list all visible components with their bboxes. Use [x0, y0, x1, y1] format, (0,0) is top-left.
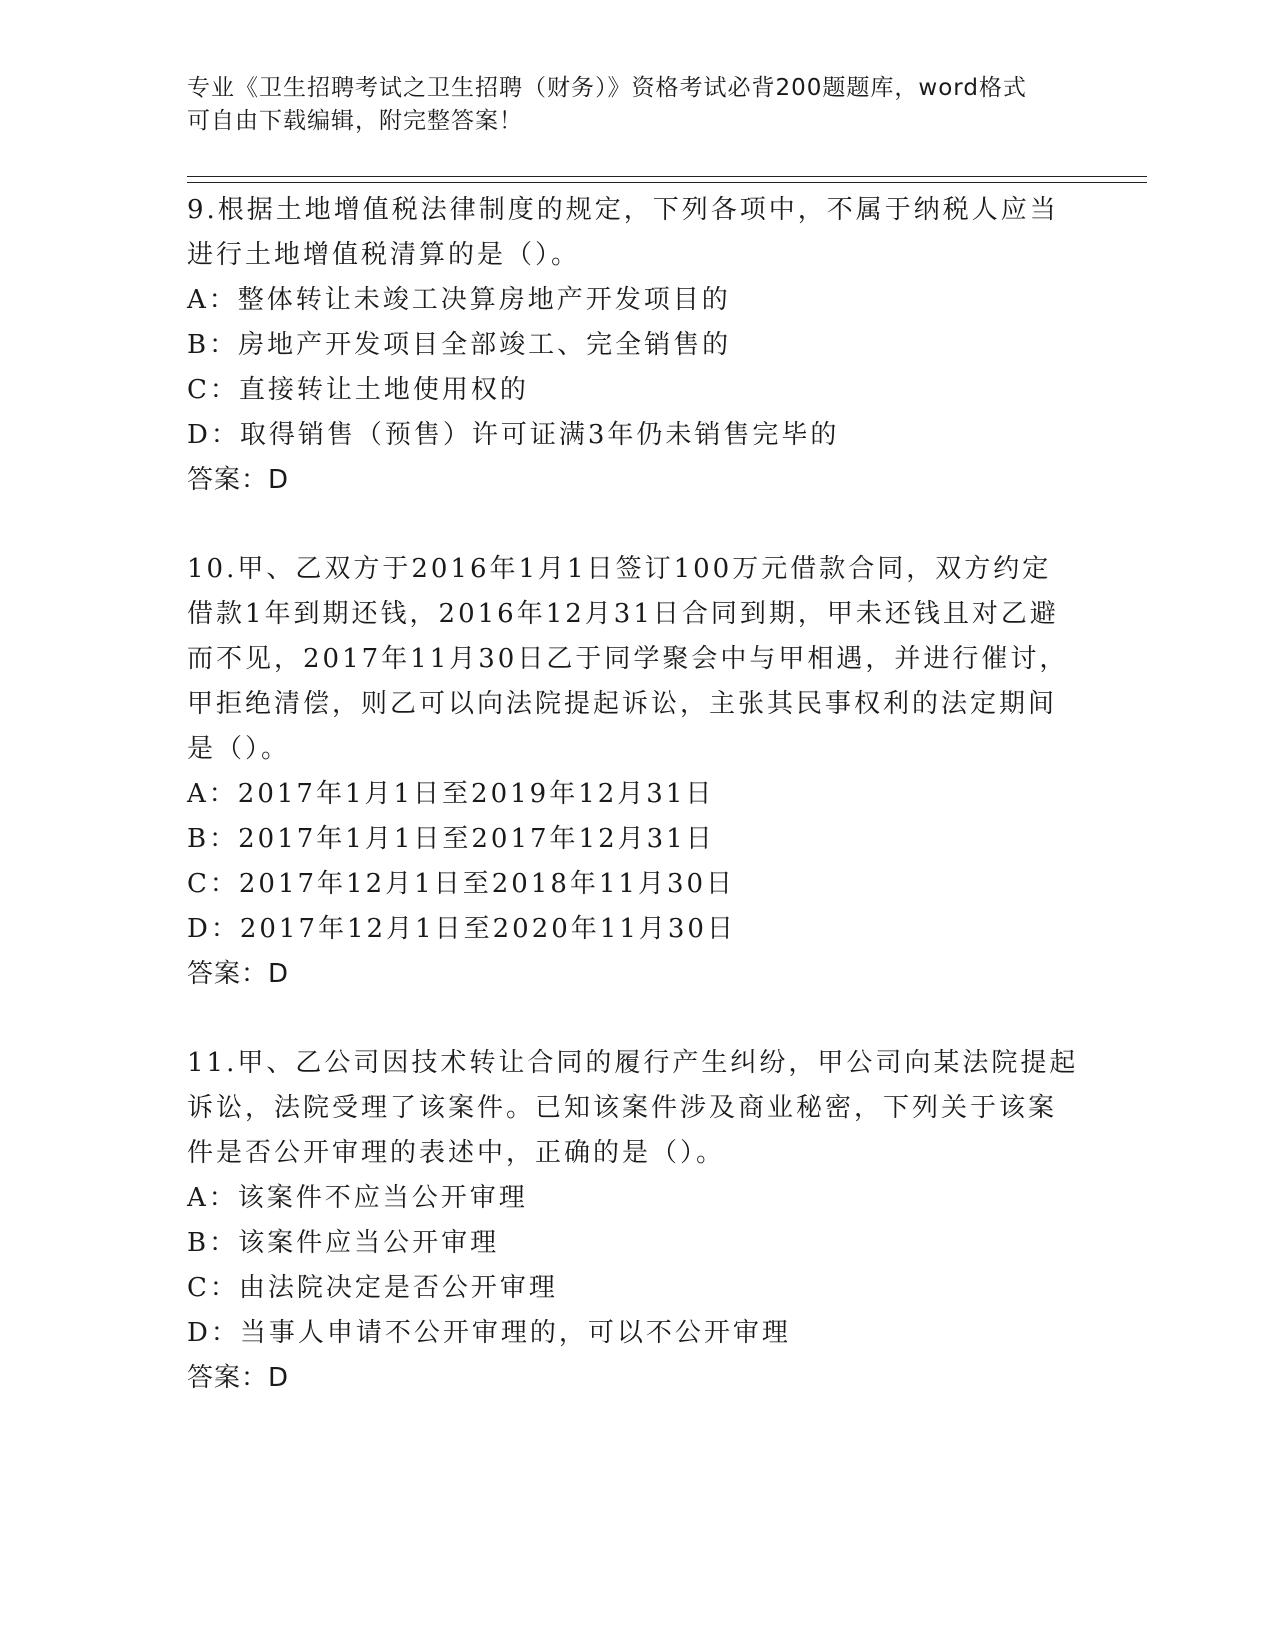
- question-text: 9.根据土地增值税法律制度的规定，下列各项中，不属于纳税人应当: [187, 195, 1059, 225]
- answer: 答案：D: [187, 959, 290, 989]
- question-text: 10.甲、乙双方于2016年1月1日签订100万元借款合同，双方约定: [187, 554, 1052, 584]
- option-a: A：2017年1月1日至2019年12月31日: [187, 779, 715, 809]
- question-9: [187, 188, 1087, 503]
- header-divider: [187, 182, 1147, 183]
- question-text: 件是否公开审理的表述中，正确的是（）。: [187, 1138, 726, 1168]
- question-text: 11.甲、乙公司因技术转让合同的履行产生纠纷，甲公司向某法院提起: [187, 1048, 1079, 1078]
- document-header: [187, 72, 1087, 138]
- option-d: D：当事人申请不公开审理的，可以不公开审理: [187, 1318, 791, 1348]
- option-b: B：该案件应当公开审理: [187, 1228, 500, 1258]
- answer: 答案：D: [187, 465, 290, 495]
- question-text: 而不见，2017年11月30日乙于同学聚会中与甲相遇，并进行催讨，: [187, 644, 1069, 674]
- option-a: A：整体转让未竣工决算房地产开发项目的: [187, 285, 731, 315]
- option-c: C：由法院决定是否公开审理: [187, 1273, 558, 1303]
- question-text: 甲拒绝清偿，则乙可以向法院提起诉讼，主张其民事权利的法定期间: [187, 689, 1058, 719]
- option-a: A：该案件不应当公开审理: [187, 1183, 528, 1213]
- question-text: 借款1年到期还钱，2016年12月31日合同到期，甲未还钱且对乙避: [187, 599, 1059, 629]
- question-text: 进行土地增值税清算的是（）。: [187, 240, 581, 270]
- header-divider: [187, 176, 1147, 177]
- question-list: [187, 188, 1087, 1445]
- answer: 答案：D: [187, 1363, 290, 1393]
- option-b: B：2017年1月1日至2017年12月31日: [187, 824, 715, 854]
- option-d: D：取得销售（预售）许可证满3年仍未销售完毕的: [187, 420, 840, 450]
- question-10: [187, 547, 1087, 997]
- option-d: D：2017年12月1日至2020年11月30日: [187, 914, 736, 944]
- option-b: B：房地产开发项目全部竣工、完全销售的: [187, 330, 732, 360]
- option-c: C：直接转让土地使用权的: [187, 375, 529, 405]
- header-line: 可自由下载编辑，附完整答案！: [187, 108, 523, 134]
- header-line: 专业《卫生招聘考试之卫生招聘（财务）》资格考试必背200题题库，word格式: [187, 75, 1027, 101]
- option-c: C：2017年12月1日至2018年11月30日: [187, 869, 736, 899]
- question-11: [187, 1041, 1087, 1401]
- question-text: 是（）。: [187, 734, 291, 764]
- question-text: 诉讼，法院受理了该案件。已知该案件涉及商业秘密，下列关于该案: [187, 1093, 1058, 1123]
